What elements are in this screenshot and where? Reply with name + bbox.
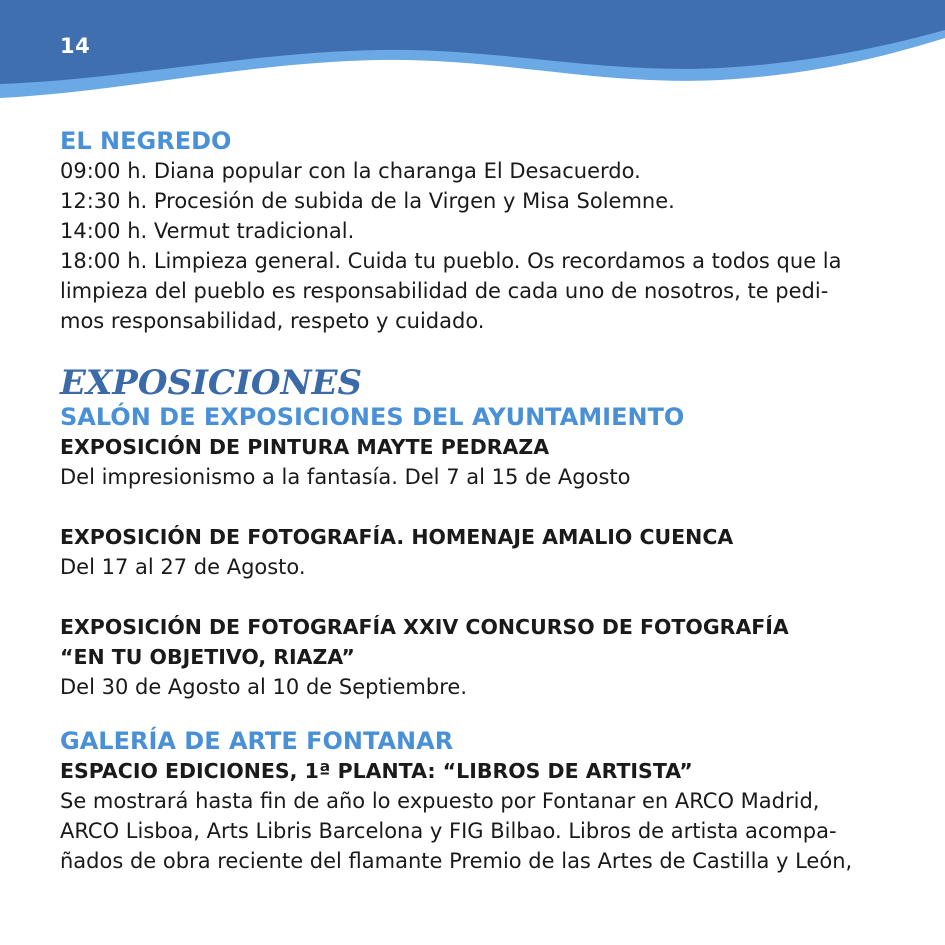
salon-title: SALÓN DE EXPOSICIONES DEL AYUNTAMIENTO (60, 403, 685, 431)
galeria-line: ñados de obra reciente del flamante Premio de las Artes de Castilla y León, (60, 849, 853, 873)
page-header-wave (0, 0, 945, 110)
page-number: 14 (60, 34, 91, 58)
exposiciones-section-title: EXPOSICIONES (60, 363, 363, 403)
galeria-line: ARCO Lisboa, Arts Libris Barcelona y FIG Bilbao. Libros de artista acompa- (60, 819, 837, 843)
exhibition-dates: Del impresionismo a la fantasía. Del 7 al 15 de Agosto (60, 465, 631, 489)
header-wave-graphic (0, 0, 945, 110)
negredo-line: 12:30 h. Procesión de subida de la Virgen y Misa Solemne. (60, 189, 675, 213)
exhibition-heading: EXPOSICIÓN DE PINTURA MAYTE PEDRAZA (60, 435, 550, 459)
galeria-line: Se mostrará hasta fin de año lo expuesto por Fontanar en ARCO Madrid, (60, 789, 820, 813)
page-content (60, 126, 890, 876)
negredo-line: 14:00 h. Vermut tradicional. (60, 219, 355, 243)
negredo-line: mos responsabilidad, respeto y cuidado. (60, 309, 485, 333)
exhibition-dates: Del 17 al 27 de Agosto. (60, 555, 306, 579)
exhibition-heading-cont: “EN TU OBJETIVO, RIAZA” (60, 645, 355, 669)
galeria-title: GALERÍA DE ARTE FONTANAR (60, 727, 454, 755)
negredo-title: EL NEGREDO (60, 127, 232, 155)
negredo-line: limpieza del pueblo es responsabilidad de cada uno de nosotros, te pedi- (60, 279, 829, 303)
exhibition-heading: EXPOSICIÓN DE FOTOGRAFÍA XXIV CONCURSO DE FOTOGRAFÍA (60, 615, 789, 639)
negredo-line: 09:00 h. Diana popular con la charanga El Desacuerdo. (60, 159, 641, 183)
galeria-subtitle: ESPACIO EDICIONES, 1ª PLANTA: “LIBROS DE ARTISTA” (60, 759, 693, 783)
exhibition-heading: EXPOSICIÓN DE FOTOGRAFÍA. HOMENAJE AMALIO CUENCA (60, 525, 734, 549)
exhibition-dates: Del 30 de Agosto al 10 de Septiembre. (60, 675, 467, 699)
negredo-line: 18:00 h. Limpieza general. Cuida tu pueblo. Os recordamos a todos que la (60, 249, 842, 273)
